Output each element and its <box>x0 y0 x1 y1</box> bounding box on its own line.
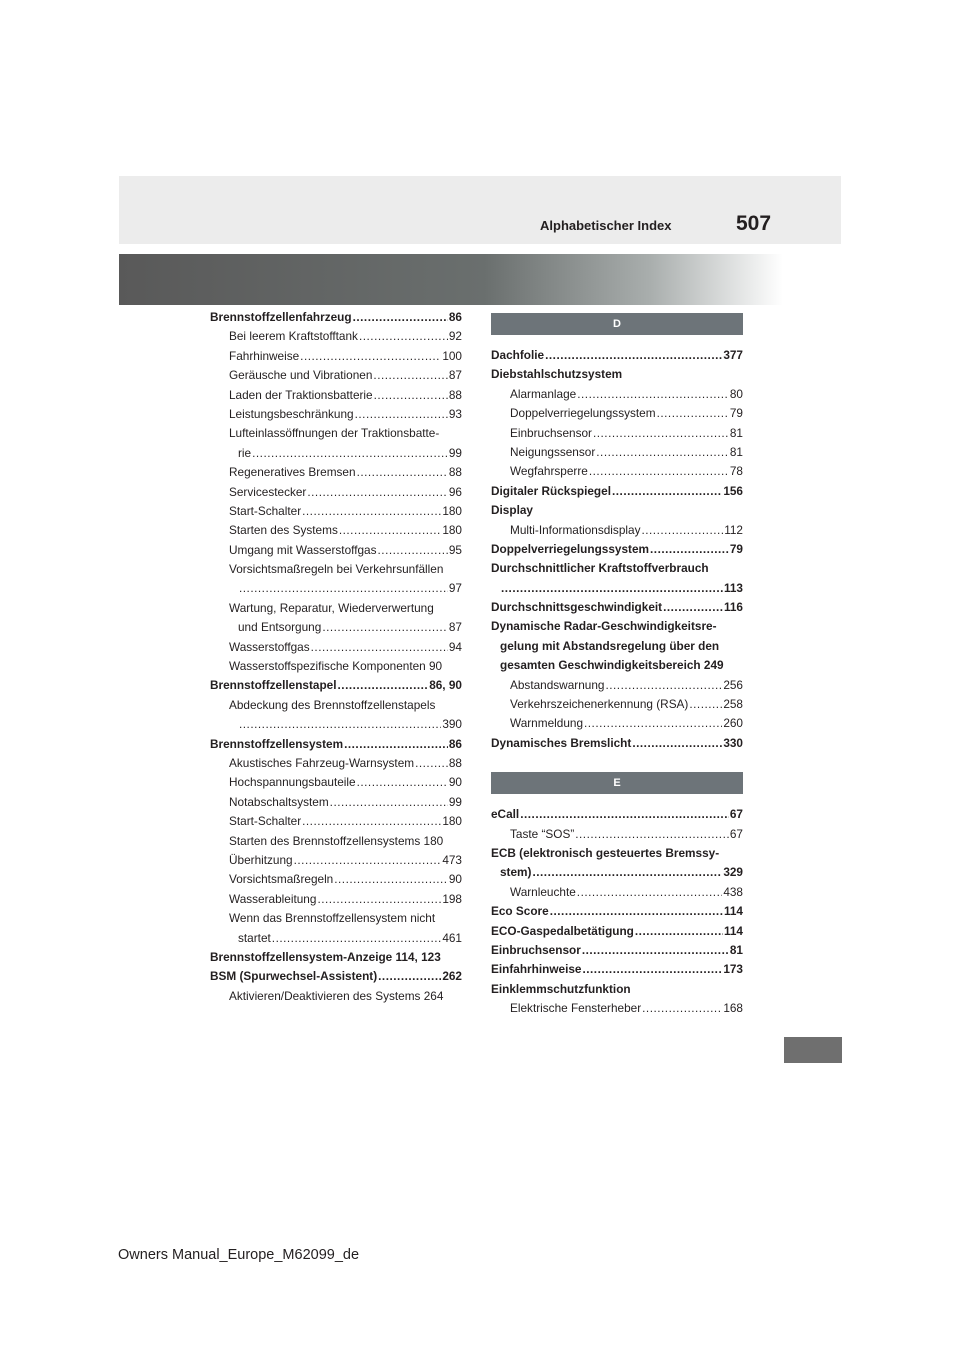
index-entry <box>491 902 743 921</box>
index-entry-page: 329 <box>723 865 743 880</box>
index-entry-label: Vorsichtsmaßregeln <box>229 872 334 887</box>
page-number: 507 <box>736 212 772 235</box>
leader-dots <box>584 714 722 733</box>
index-column-left <box>210 308 462 1006</box>
index-entry <box>210 929 462 948</box>
index-entry-label: Abdeckung des Brennstoffzellenstapels <box>229 697 436 712</box>
leader-dots <box>589 462 729 481</box>
index-entry <box>491 999 743 1018</box>
index-entry <box>210 386 462 405</box>
index-entry-label: startet <box>238 930 271 945</box>
leader-dots <box>632 734 722 753</box>
index-entry-page: 79 <box>729 406 743 421</box>
index-entry-label: Dynamisches Bremslicht <box>491 735 632 750</box>
index-entry-label: Lufteinlassöffnungen der Traktionsbatte- <box>229 426 440 441</box>
index-entry <box>491 863 743 882</box>
header-band <box>119 176 841 244</box>
index-entry <box>491 346 743 365</box>
index-entry-page: 92 <box>448 329 462 344</box>
index-entry <box>491 922 743 941</box>
index-entry-page: 113 <box>723 580 743 595</box>
index-entry <box>210 483 462 502</box>
index-entry <box>210 638 462 657</box>
index-entry <box>210 405 462 424</box>
index-entry <box>491 365 743 384</box>
index-entry-page: 67 <box>729 826 743 841</box>
leader-dots <box>239 715 441 734</box>
leader-dots <box>374 386 448 405</box>
index-entry-page: 180 <box>442 814 462 829</box>
index-entry-page: 86, 90 <box>429 678 462 693</box>
index-entry <box>210 347 462 366</box>
index-entry-page: 114 <box>723 904 743 919</box>
index-entry-label: gesamten Geschwindigkeitsbereich 249 <box>500 658 724 673</box>
index-entry-label: Brennstoffzellenstapel <box>210 678 337 693</box>
index-entry-page: 81 <box>729 444 743 459</box>
index-entry-label: Warnleuchte <box>510 884 576 899</box>
index-entry-label: Wegfahrsperre <box>510 464 588 479</box>
index-entry-label: Digitaler Rückspiegel <box>491 483 611 498</box>
index-entry <box>491 559 743 578</box>
leader-dots <box>378 541 448 560</box>
index-column-right <box>491 308 743 1019</box>
index-entry <box>491 385 743 404</box>
index-entry-page: 258 <box>723 697 743 712</box>
index-entry-label: Brennstoffzellenfahrzeug <box>210 310 352 324</box>
index-entry <box>491 521 743 540</box>
leader-dots <box>322 618 448 637</box>
index-entry-label: ECO-Gaspedalbetätigung <box>491 923 634 938</box>
index-entry-page: 79 <box>729 541 743 556</box>
index-entry-label: Alarmanlage <box>510 386 577 401</box>
index-entry-page: 90 <box>448 872 462 887</box>
index-entry <box>210 521 462 540</box>
index-entry <box>210 599 462 618</box>
leader-dots <box>311 638 448 657</box>
index-entry-label: Doppelverriegelungssystem <box>491 541 650 556</box>
leader-dots <box>344 735 448 754</box>
index-entry-label: ECB (elektronisch gesteuertes Bremssy- <box>491 845 720 860</box>
index-entry-label: Wartung, Reparatur, Wiederverwertung <box>229 600 434 615</box>
index-entry-label: Multi-Informationsdisplay <box>510 522 641 537</box>
leader-dots <box>239 579 448 598</box>
leader-dots <box>532 863 722 882</box>
leader-dots <box>357 773 448 792</box>
leader-dots <box>501 579 723 598</box>
index-entry <box>491 637 743 656</box>
leader-dots <box>252 444 448 463</box>
index-entry-page: 256 <box>723 677 743 692</box>
leader-dots <box>605 676 722 695</box>
leader-dots <box>272 929 442 948</box>
index-entry-label: eCall <box>491 807 520 822</box>
index-entry <box>210 967 462 986</box>
leader-dots <box>302 502 441 521</box>
index-entry <box>491 501 743 520</box>
index-entry-page: 390 <box>442 717 462 732</box>
index-entry <box>210 308 462 327</box>
leader-dots <box>294 851 442 870</box>
index-entry <box>210 948 462 967</box>
leader-dots <box>596 443 729 462</box>
index-entry-label: Laden der Traktionsbatterie <box>229 387 373 402</box>
index-entry-page: 116 <box>723 600 743 615</box>
index-entry-page: 100 <box>442 348 462 363</box>
index-entry-label: Start-Schalter <box>229 814 302 829</box>
index-entry-label: Taste “SOS” <box>510 826 575 841</box>
index-entry-label: Geräusche und Vibrationen <box>229 368 373 383</box>
index-entry-page: 173 <box>723 962 743 977</box>
index-entry-page: 114 <box>723 923 743 938</box>
index-entry <box>210 987 462 1006</box>
index-entry-page: 67 <box>729 807 743 822</box>
index-entry <box>491 540 743 559</box>
index-entry <box>491 980 743 999</box>
index-entry-label: Display <box>491 503 533 518</box>
gradient-band <box>119 254 783 305</box>
index-entry-label: Wenn das Brennstoffzellensystem nicht <box>229 911 436 926</box>
index-entry-page: 94 <box>448 639 462 654</box>
index-entry-label: Brennstoffzellensystem <box>210 736 344 751</box>
index-entry-label: Doppelverriegelungssystem <box>510 406 656 421</box>
index-entry <box>210 832 462 851</box>
leader-dots <box>330 793 448 812</box>
index-entry-label: Durchschnittsgeschwindigkeit <box>491 600 663 615</box>
index-entry-page: 81 <box>729 942 743 957</box>
index-entry <box>491 404 743 423</box>
index-entry <box>210 735 462 754</box>
index-entry-label: Bei leerem Kraftstofftank <box>229 329 358 344</box>
leader-dots <box>650 540 729 559</box>
index-entry-label: BSM (Spurwechsel-Assistent) <box>210 969 378 984</box>
section-letter-e: E <box>491 772 743 794</box>
leader-dots <box>582 960 722 979</box>
leader-dots <box>520 805 729 824</box>
index-entry-label: Starten des Systems <box>229 523 338 538</box>
index-entry-label: Diebstahlschutzsystem <box>491 367 623 382</box>
leader-dots <box>359 327 448 346</box>
index-entry-label: Elektrische Fensterheber <box>510 1001 642 1016</box>
index-entry-page: 198 <box>442 891 462 906</box>
index-entry <box>491 695 743 714</box>
leader-dots <box>338 676 429 695</box>
leader-dots <box>357 463 448 482</box>
index-entry <box>491 825 743 844</box>
index-entry <box>491 676 743 695</box>
index-entry-label: und Entsorgung <box>238 620 322 635</box>
leader-dots <box>353 308 448 327</box>
leader-dots <box>635 922 723 941</box>
index-entry-label: Dynamische Radar-Geschwindigkeitsre- <box>491 619 717 634</box>
index-entry <box>210 618 462 637</box>
index-entry <box>491 960 743 979</box>
index-entry <box>210 909 462 928</box>
leader-dots <box>545 346 722 365</box>
index-entry-label: Durchschnittlicher Kraftstoffverbrauch <box>491 561 709 576</box>
index-entry <box>491 462 743 481</box>
index-entry-label: Dachfolie <box>491 348 545 362</box>
index-entry-label: Vorsichtsmaßregeln bei Verkehrsunfällen <box>229 562 444 577</box>
index-entry-label: Verkehrszeichenerkennung (RSA) <box>510 697 689 712</box>
index-entry <box>491 482 743 501</box>
leader-dots <box>339 521 441 540</box>
index-entry-page: 88 <box>448 755 462 770</box>
leader-dots <box>307 483 448 502</box>
leader-dots <box>355 405 448 424</box>
index-entry-page: 156 <box>723 483 743 498</box>
index-entry <box>491 656 743 675</box>
entries-d <box>491 346 743 753</box>
index-entry-label: Brennstoffzellensystem-Anzeige 114, 123 <box>210 949 441 964</box>
index-entry <box>491 617 743 636</box>
index-entry <box>210 541 462 560</box>
index-entry <box>491 805 743 824</box>
index-entry-label: Eco Score <box>491 904 549 919</box>
index-entry <box>210 754 462 773</box>
index-entry-label: Wasserstoffspezifische Komponenten 90 <box>229 659 443 674</box>
index-entry-label: rie <box>238 445 252 460</box>
index-entry <box>210 812 462 831</box>
leader-dots <box>612 482 722 501</box>
index-entry-label: Einklemmschutzfunktion <box>491 981 631 996</box>
index-entry <box>491 424 743 443</box>
index-entry <box>210 676 462 695</box>
index-entry-label: Einbruchsensor <box>491 942 581 957</box>
index-entry-page: 260 <box>723 716 743 731</box>
leader-dots <box>663 598 723 617</box>
index-entry-page: 168 <box>723 1001 743 1016</box>
index-entry-page: 93 <box>448 406 462 421</box>
index-entry <box>491 443 743 462</box>
index-entry-page: 81 <box>729 425 743 440</box>
index-entry <box>210 502 462 521</box>
index-entry <box>210 327 462 346</box>
index-entry <box>491 598 743 617</box>
index-entry-label: Abstandswarnung <box>510 677 605 692</box>
index-entry <box>210 424 462 443</box>
leader-dots <box>689 695 722 714</box>
index-entry <box>210 793 462 812</box>
index-entry <box>491 734 743 753</box>
index-entry <box>210 851 462 870</box>
index-entry-page: 473 <box>442 852 462 867</box>
index-entry-label: stem) <box>500 865 532 880</box>
index-entry <box>210 560 462 579</box>
entries-e <box>491 805 743 1018</box>
index-entry-label: gelung mit Abstandsregelung über den <box>500 638 720 653</box>
index-entry-page: 96 <box>448 484 462 499</box>
index-entry-page: 262 <box>442 969 462 984</box>
index-entry <box>491 714 743 733</box>
leader-dots <box>378 967 441 986</box>
index-entry <box>491 579 743 598</box>
index-entry-label: Warnmeldung <box>510 716 583 731</box>
leader-dots <box>657 404 729 423</box>
index-entry-label: Einbruchsensor <box>510 425 592 440</box>
leader-dots <box>300 347 441 366</box>
index-entry-label: Umgang mit Wasserstoffgas <box>229 542 377 557</box>
index-entry-page: 180 <box>442 523 462 538</box>
index-entry-label: Servicestecker <box>229 484 307 499</box>
index-entry <box>210 463 462 482</box>
index-entry <box>491 941 743 960</box>
leader-dots <box>577 385 729 404</box>
index-entry-page: 86 <box>448 310 462 324</box>
index-entry-page: 88 <box>448 387 462 402</box>
index-entry <box>210 657 462 676</box>
leader-dots <box>334 870 448 889</box>
index-entry-page: 180 <box>442 503 462 518</box>
index-entry-label: Regeneratives Bremsen <box>229 465 356 480</box>
leader-dots <box>317 890 441 909</box>
index-entry-label: Aktivieren/Deaktivieren des Systems 264 <box>229 988 444 1003</box>
index-entry-page: 330 <box>723 735 743 750</box>
index-entry-label: Akustisches Fahrzeug-Warnsystem <box>229 755 415 770</box>
index-entry-page: 99 <box>448 445 462 460</box>
side-tab <box>784 1037 842 1063</box>
index-entry <box>210 444 462 463</box>
index-entry-label: Leistungsbeschränkung <box>229 406 354 421</box>
index-entry-label: Hochspannungsbauteile <box>229 775 356 790</box>
leader-dots <box>593 424 729 443</box>
index-entry-page: 87 <box>448 620 462 635</box>
index-entry-page: 86 <box>448 736 462 751</box>
index-entry-label: Wasserstoffgas <box>229 639 310 654</box>
index-entry <box>210 890 462 909</box>
index-entry-page: 87 <box>448 368 462 383</box>
index-entry-page: 112 <box>724 522 743 537</box>
leader-dots <box>577 883 723 902</box>
index-entry-page: 97 <box>448 581 462 596</box>
leader-dots <box>415 754 448 773</box>
section-letter-d: D <box>491 313 743 335</box>
index-entry-page: 90 <box>448 775 462 790</box>
index-entry-page: 80 <box>729 386 743 401</box>
leader-dots <box>582 941 729 960</box>
index-entry <box>210 773 462 792</box>
footer-text: Owners Manual_Europe_M62099_de <box>118 1247 360 1263</box>
index-entry <box>210 696 462 715</box>
index-entry <box>210 870 462 889</box>
leader-dots <box>550 902 723 921</box>
index-entry <box>210 579 462 598</box>
index-entry-page: 95 <box>448 542 462 557</box>
index-entry-label: Einfahrhinweise <box>491 962 582 977</box>
index-entry-label: Fahrhinweise <box>229 348 300 363</box>
index-entry-page: 461 <box>442 930 462 945</box>
index-entry-label: Start-Schalter <box>229 503 302 518</box>
index-entry <box>210 715 462 734</box>
index-entry-page: 78 <box>729 464 743 479</box>
index-entry-page: 377 <box>723 348 743 362</box>
index-entry-label: Überhitzung <box>229 852 293 867</box>
index-entry-label: Neigungssensor <box>510 444 596 459</box>
leader-dots <box>642 999 722 1018</box>
index-entry-page: 438 <box>723 884 743 899</box>
index-entry-label: Wasserableitung <box>229 891 317 906</box>
index-entry-page: 99 <box>448 794 462 809</box>
index-entry-page: 88 <box>448 465 462 480</box>
index-entry-label: Starten des Brennstoffzellensystems 180 <box>229 833 444 848</box>
index-entry-label: Notabschaltsystem <box>229 794 329 809</box>
section-title: Alphabetischer Index <box>540 218 672 233</box>
index-entry <box>210 366 462 385</box>
leader-dots <box>641 521 723 540</box>
leader-dots <box>575 825 729 844</box>
index-entry <box>491 844 743 863</box>
leader-dots <box>373 366 447 385</box>
leader-dots <box>302 812 441 831</box>
index-entry <box>491 883 743 902</box>
